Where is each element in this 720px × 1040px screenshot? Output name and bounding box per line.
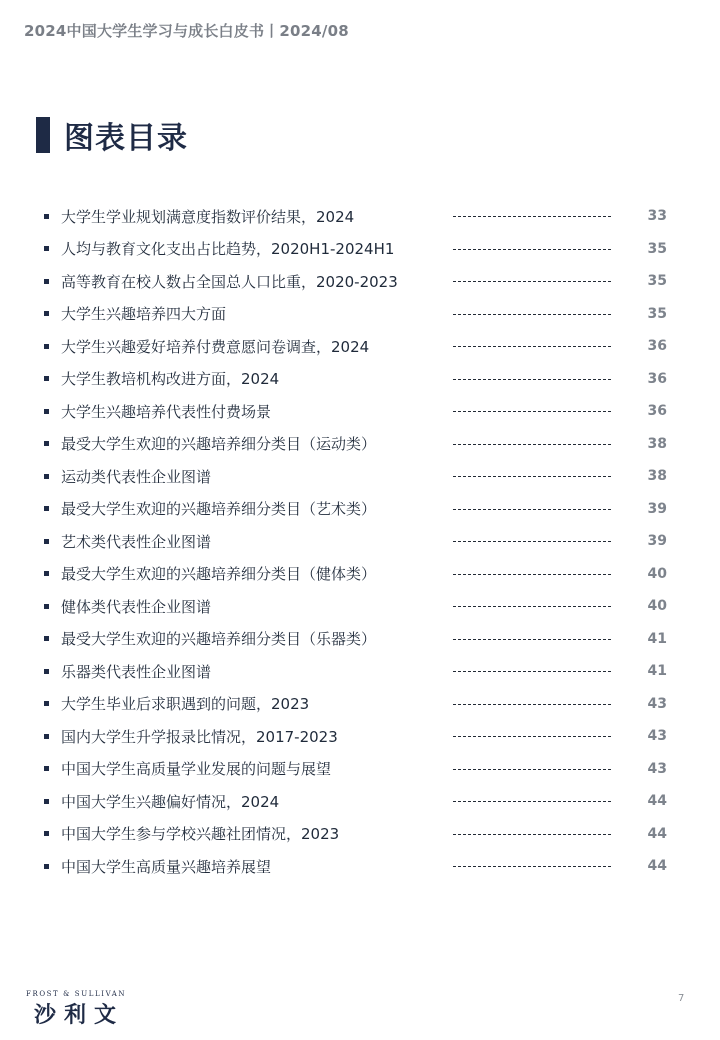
toc-entry-page: 36 <box>647 370 667 387</box>
title-accent-bar <box>36 117 50 153</box>
toc-entry[interactable] <box>42 330 682 363</box>
toc-entry-title: 运动类代表性企业图谱 <box>61 467 212 486</box>
bullet-icon <box>44 474 49 479</box>
toc-entry-title: 大学生兴趣爱好培养付费意愿问卷调查，2024 <box>61 337 370 356</box>
bullet-icon <box>44 864 49 869</box>
toc-entry-page: 43 <box>647 760 667 777</box>
toc-entry[interactable] <box>42 590 682 623</box>
toc-entry[interactable] <box>42 850 682 883</box>
toc-entry-page: 41 <box>647 663 667 680</box>
toc-entry-title: 高等教育在校人数占全国总人口比重，2020-2023 <box>61 272 398 291</box>
dotted-leader <box>453 379 611 380</box>
bullet-icon <box>44 831 49 836</box>
bullet-icon <box>44 734 49 739</box>
dotted-leader <box>453 249 611 250</box>
toc-entry-page: 36 <box>647 338 667 355</box>
toc-entry-page: 36 <box>647 403 667 420</box>
toc-entry[interactable] <box>42 623 682 656</box>
toc-entry[interactable] <box>42 655 682 688</box>
toc-entry-page: 44 <box>647 793 667 810</box>
dotted-leader <box>453 639 611 640</box>
bullet-icon <box>44 636 49 641</box>
toc-entry-title: 最受大学生欢迎的兴趣培养细分类目（艺术类） <box>61 500 377 519</box>
toc-entry[interactable] <box>42 200 682 233</box>
toc-entry-title: 国内大学生升学报录比情况，2017-2023 <box>61 727 338 746</box>
toc-entry-title: 大学生兴趣培养代表性付费场景 <box>61 402 272 421</box>
toc-entry[interactable] <box>42 525 682 558</box>
toc-entry-title: 乐器类代表性企业图谱 <box>61 662 212 681</box>
toc-entry[interactable] <box>42 493 682 526</box>
dotted-leader <box>453 281 611 282</box>
toc-entry[interactable] <box>42 395 682 428</box>
dotted-leader <box>453 769 611 770</box>
dotted-leader <box>453 834 611 835</box>
toc-entry[interactable] <box>42 265 682 298</box>
bullet-icon <box>44 409 49 414</box>
toc-entry[interactable] <box>42 785 682 818</box>
bullet-icon <box>44 506 49 511</box>
toc-entry-page: 39 <box>647 533 667 550</box>
bullet-icon <box>44 669 49 674</box>
bullet-icon <box>44 246 49 251</box>
toc-entry-title: 中国大学生兴趣偏好情况，2024 <box>61 792 280 811</box>
toc-entry-title: 大学生毕业后求职遇到的问题，2023 <box>61 695 310 714</box>
toc-entry-title: 中国大学生参与学校兴趣社团情况，2023 <box>61 825 340 844</box>
logo-chinese-text: 沙利文 <box>34 1003 125 1028</box>
table-of-figures <box>42 200 682 883</box>
toc-entry[interactable] <box>42 298 682 331</box>
toc-entry-page: 43 <box>647 728 667 745</box>
dotted-leader <box>453 216 611 217</box>
dotted-leader <box>453 704 611 705</box>
toc-entry-title: 健体类代表性企业图谱 <box>61 597 212 616</box>
toc-entry-title: 最受大学生欢迎的兴趣培养细分类目（健体类） <box>61 565 377 584</box>
dotted-leader <box>453 866 611 867</box>
page-number: 7 <box>678 993 685 1004</box>
bullet-icon <box>44 539 49 544</box>
bullet-icon <box>44 571 49 576</box>
toc-entry-page: 41 <box>647 630 667 647</box>
section-title <box>36 116 188 154</box>
bullet-icon <box>44 279 49 284</box>
bullet-icon <box>44 344 49 349</box>
toc-entry[interactable] <box>42 428 682 461</box>
toc-entry[interactable] <box>42 233 682 266</box>
toc-entry[interactable] <box>42 460 682 493</box>
bullet-icon <box>44 701 49 706</box>
toc-entry-page: 35 <box>647 240 667 257</box>
toc-entry-page: 33 <box>647 208 667 225</box>
bullet-icon <box>44 214 49 219</box>
toc-entry-page: 38 <box>647 468 667 485</box>
dotted-leader <box>453 444 611 445</box>
toc-entry-page: 35 <box>647 305 667 322</box>
bullet-icon <box>44 766 49 771</box>
dotted-leader <box>453 736 611 737</box>
toc-entry-title: 最受大学生欢迎的兴趣培养细分类目（运动类） <box>61 435 377 454</box>
bullet-icon <box>44 799 49 804</box>
dotted-leader <box>453 574 611 575</box>
toc-entry-title: 最受大学生欢迎的兴趣培养细分类目（乐器类） <box>61 630 377 649</box>
toc-entry[interactable] <box>42 720 682 753</box>
bullet-icon <box>44 311 49 316</box>
dotted-leader <box>453 476 611 477</box>
toc-entry-title: 人均与教育文化支出占比趋势，2020H1-2024H1 <box>61 240 395 259</box>
toc-entry-page: 38 <box>647 435 667 452</box>
dotted-leader <box>453 671 611 672</box>
toc-entry-page: 40 <box>647 598 667 615</box>
dotted-leader <box>453 314 611 315</box>
frost-sullivan-logo <box>26 990 156 1026</box>
toc-entry-title: 中国大学生高质量学业发展的问题与展望 <box>61 760 332 779</box>
toc-entry-page: 40 <box>647 565 667 582</box>
page-title: 图表目录 <box>64 121 188 156</box>
toc-entry[interactable] <box>42 753 682 786</box>
toc-entry-page: 43 <box>647 695 667 712</box>
dotted-leader <box>453 541 611 542</box>
toc-entry-page: 44 <box>647 858 667 875</box>
toc-entry[interactable] <box>42 818 682 851</box>
dotted-leader <box>453 346 611 347</box>
toc-entry-title: 大学生学业规划满意度指数评价结果，2024 <box>61 207 355 226</box>
dotted-leader <box>453 411 611 412</box>
document-header: 2024中国大学生学习与成长白皮书丨2024/08 <box>24 22 349 40</box>
toc-entry[interactable] <box>42 558 682 591</box>
dotted-leader <box>453 801 611 802</box>
bullet-icon <box>44 441 49 446</box>
toc-entry-title: 艺术类代表性企业图谱 <box>61 532 212 551</box>
logo-english-text: FROST & SULLIVAN <box>26 990 127 998</box>
toc-entry-title: 大学生兴趣培养四大方面 <box>61 305 227 324</box>
toc-entry-page: 35 <box>647 273 667 290</box>
toc-entry-page: 44 <box>647 825 667 842</box>
bullet-icon <box>44 376 49 381</box>
toc-entry-title: 大学生教培机构改进方面，2024 <box>61 370 280 389</box>
dotted-leader <box>453 509 611 510</box>
bullet-icon <box>44 604 49 609</box>
toc-entry[interactable] <box>42 363 682 396</box>
toc-entry-page: 39 <box>647 500 667 517</box>
toc-entry-title: 中国大学生高质量兴趣培养展望 <box>61 857 272 876</box>
dotted-leader <box>453 606 611 607</box>
toc-entry[interactable] <box>42 688 682 721</box>
